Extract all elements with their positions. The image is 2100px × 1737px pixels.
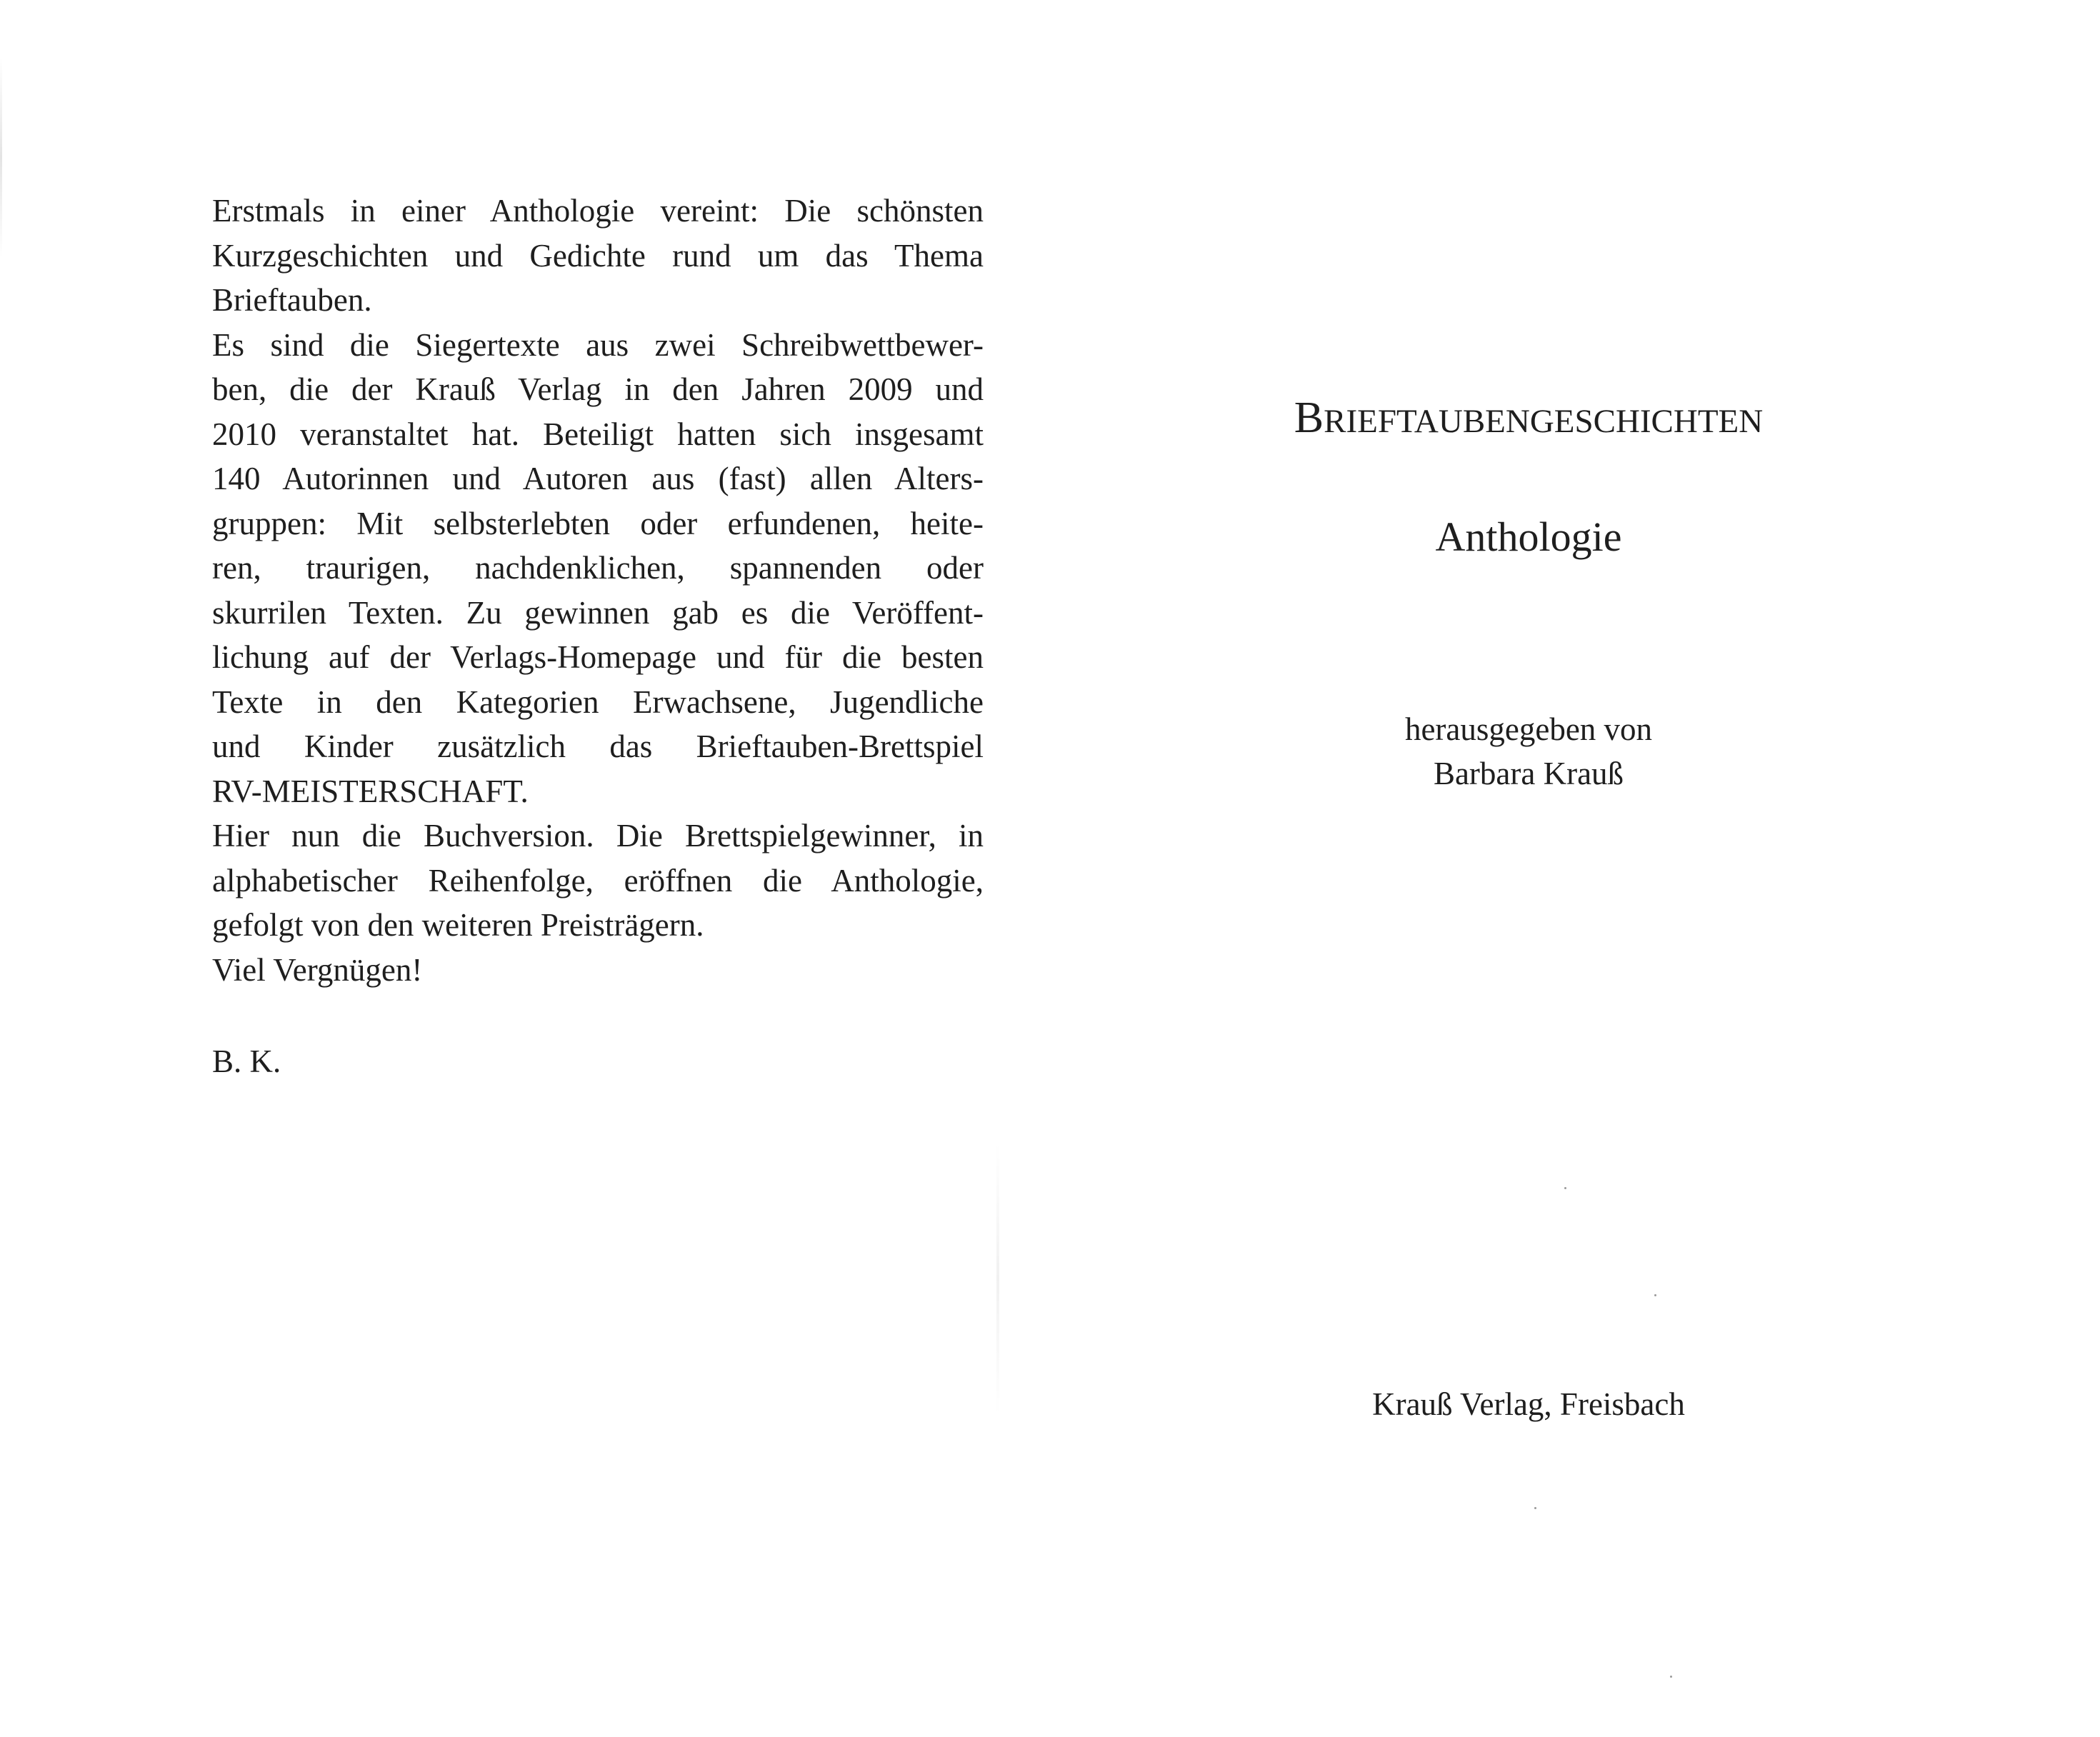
book-title	[1171, 389, 1886, 450]
blurb-line: 2010 veranstaltet hat. Beteiligt hatten sich insgesamt	[212, 416, 984, 452]
editor-name: Barbara Krauß	[1433, 756, 1624, 791]
blurb-line: ren, traurigen, nachdenklichen, spannenden oder	[212, 550, 984, 586]
author-initials: B. K.	[212, 1043, 281, 1079]
scan-edge-shading	[0, 57, 2, 257]
scan-speck	[1654, 1294, 1656, 1296]
publisher-line: Krauß Verlag, Freisbach	[1372, 1386, 1685, 1422]
blurb-line: Erstmals in einer Anthologie vereint: Die schönsten	[212, 193, 984, 229]
blurb-line: alphabetischer Reihenfolge, eröffnen die Anthologie,	[212, 862, 984, 898]
blurb-line: Brieftauben.	[212, 282, 372, 318]
scan-speck	[1534, 1507, 1536, 1509]
scan-speck	[1670, 1676, 1672, 1678]
title-rest: RIEFTAUBENGESCHICHTEN	[1324, 403, 1764, 440]
book-subtitle: Anthologie	[1435, 514, 1622, 560]
blurb-line: ben, die der Krauß Verlag in den Jahren 2009 und	[212, 371, 984, 407]
gutter-shading	[996, 1143, 999, 1414]
blurb-text	[212, 189, 984, 992]
blurb-line: Es sind die Siegertexte aus zwei Schreibwettbewer-	[212, 326, 984, 363]
blurb-line: gefolgt von den weiteren Preisträgern.	[212, 907, 704, 943]
blurb-line: lichung auf der Verlags-Homepage und für die besten	[212, 639, 984, 675]
blurb-line: Texte in den Kategorien Erwachsene, Jugendliche	[212, 684, 984, 720]
blurb-line: RV-MEISTERSCHAFT.	[212, 773, 529, 809]
blurb-line: Viel Vergnügen!	[212, 951, 423, 988]
blurb-line: Hier nun die Buchversion. Die Brettspielgewinner, in	[212, 818, 984, 854]
blurb-line: skurrilen Texten. Zu gewinnen gab es die Veröffent-	[212, 594, 984, 631]
blurb-line: und Kinder zusätzlich das Brieftauben-Brettspiel	[212, 729, 984, 764]
blurb-line: Kurzgeschichten und Gedichte rund um das Thema	[212, 237, 984, 274]
editor-label: herausgegeben von	[1404, 711, 1653, 747]
blurb-line: 140 Autorinnen und Autoren aus (fast) allen Alters-	[212, 461, 984, 496]
title-initial: B	[1294, 394, 1324, 442]
scan-speck	[1564, 1187, 1566, 1189]
blurb-line: gruppen: Mit selbsterlebten oder erfundenen, heite-	[212, 505, 984, 541]
